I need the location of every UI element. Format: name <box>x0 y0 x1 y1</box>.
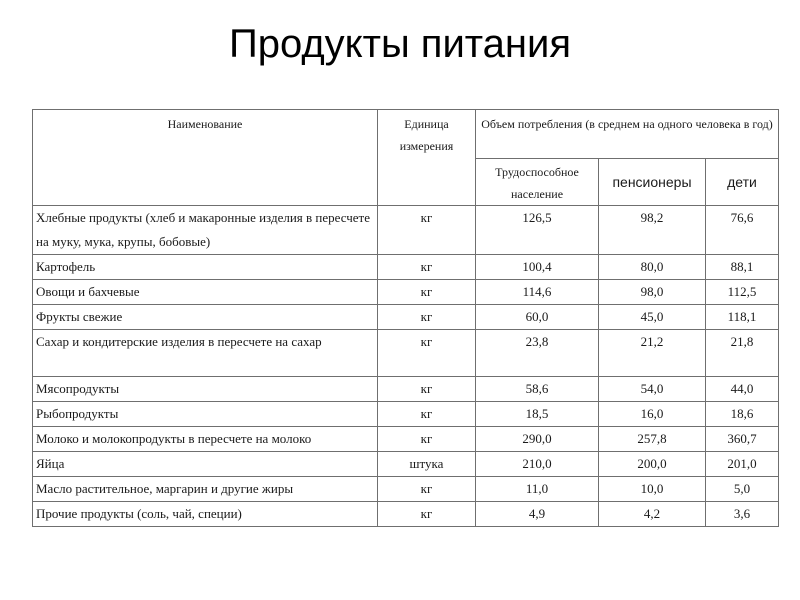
header-children: дети <box>706 159 779 206</box>
cell-working: 18,5 <box>476 402 599 427</box>
table-row <box>33 255 779 280</box>
cell-working: 60,0 <box>476 305 599 330</box>
cell-unit: кг <box>378 477 476 502</box>
cell-pensioners: 80,0 <box>599 255 706 280</box>
cell-unit: кг <box>378 255 476 280</box>
table-row <box>33 305 779 330</box>
cell-working: 58,6 <box>476 377 599 402</box>
cell-pensioners: 10,0 <box>599 477 706 502</box>
table-row <box>33 477 779 502</box>
cell-unit: кг <box>378 377 476 402</box>
cell-children: 360,7 <box>706 427 779 452</box>
table-row <box>33 502 779 527</box>
consumption-table <box>32 109 779 527</box>
cell-name: Фрукты свежие <box>33 305 378 330</box>
cell-name: Овощи и бахчевые <box>33 280 378 305</box>
cell-unit: кг <box>378 402 476 427</box>
cell-working: 126,5 <box>476 206 599 255</box>
cell-pensioners: 257,8 <box>599 427 706 452</box>
cell-working: 210,0 <box>476 452 599 477</box>
cell-name: Масло растительное, маргарин и другие жиры <box>33 477 378 502</box>
cell-working: 290,0 <box>476 427 599 452</box>
header-row <box>33 110 779 159</box>
table-row <box>33 452 779 477</box>
cell-pensioners: 16,0 <box>599 402 706 427</box>
cell-children: 118,1 <box>706 305 779 330</box>
cell-children: 201,0 <box>706 452 779 477</box>
cell-pensioners: 4,2 <box>599 502 706 527</box>
header-pensioners: пенсионеры <box>599 159 706 206</box>
cell-children: 21,8 <box>706 330 779 377</box>
cell-name: Сахар и кондитерские изделия в пересчете на сахар <box>33 330 378 377</box>
cell-working: 23,8 <box>476 330 599 377</box>
cell-children: 88,1 <box>706 255 779 280</box>
cell-pensioners: 98,0 <box>599 280 706 305</box>
table-row <box>33 206 779 255</box>
cell-name: Прочие продукты (соль, чай, специи) <box>33 502 378 527</box>
cell-name: Мясопродукты <box>33 377 378 402</box>
page-title: Продукты питания <box>228 22 572 66</box>
header-consumption: Объем потребления (в среднем на одного человека в год) <box>476 110 779 159</box>
cell-children: 18,6 <box>706 402 779 427</box>
table-row <box>33 377 779 402</box>
header-name: Наименование <box>33 110 378 206</box>
cell-working: 11,0 <box>476 477 599 502</box>
cell-working: 4,9 <box>476 502 599 527</box>
cell-working: 100,4 <box>476 255 599 280</box>
cell-working: 114,6 <box>476 280 599 305</box>
cell-unit: кг <box>378 206 476 255</box>
cell-unit: кг <box>378 502 476 527</box>
cell-pensioners: 98,2 <box>599 206 706 255</box>
cell-unit: штука <box>378 452 476 477</box>
cell-name: Молоко и молокопродукты в пересчете на молоко <box>33 427 378 452</box>
cell-unit: кг <box>378 330 476 377</box>
cell-pensioners: 21,2 <box>599 330 706 377</box>
cell-children: 44,0 <box>706 377 779 402</box>
table-row <box>33 330 779 377</box>
cell-children: 112,5 <box>706 280 779 305</box>
table-row <box>33 280 779 305</box>
header-working: Трудоспособное население <box>476 159 599 206</box>
cell-name: Картофель <box>33 255 378 280</box>
cell-name: Яйца <box>33 452 378 477</box>
cell-pensioners: 45,0 <box>599 305 706 330</box>
cell-name: Рыбопродукты <box>33 402 378 427</box>
cell-name: Хлебные продукты (хлеб и макаронные изделия в пересчете на муку, мука, крупы, бобовые) <box>33 206 378 255</box>
cell-unit: кг <box>378 427 476 452</box>
cell-children: 5,0 <box>706 477 779 502</box>
table-row <box>33 402 779 427</box>
table-row <box>33 427 779 452</box>
header-unit: Единица измерения <box>378 110 476 206</box>
cell-children: 76,6 <box>706 206 779 255</box>
cell-unit: кг <box>378 305 476 330</box>
cell-children: 3,6 <box>706 502 779 527</box>
cell-pensioners: 200,0 <box>599 452 706 477</box>
cell-unit: кг <box>378 280 476 305</box>
cell-pensioners: 54,0 <box>599 377 706 402</box>
